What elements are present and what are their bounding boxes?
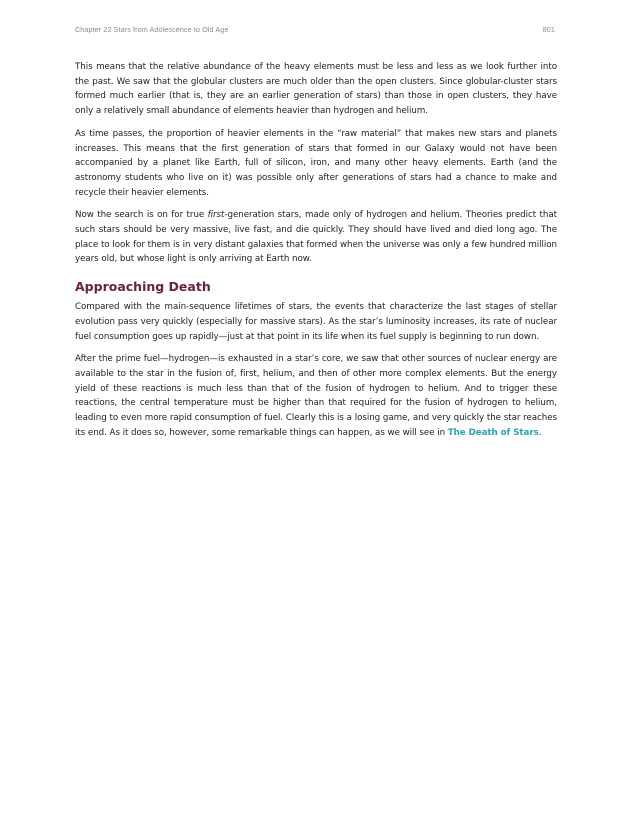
section-heading: Approaching Death (75, 279, 211, 295)
emphasis-first: first (207, 210, 225, 221)
paragraph-last-stages: Compared with the main-sequence lifetimes of stars, the events that characterize the last stages of stellar evolution pass very quickly (especially for massive stars). As the star’s luminosity increases, its rate of nuclear fuel consumption goes up rapidly—just at that point in its life when its fuel supply is beginning to run down. (75, 302, 557, 342)
paragraph-text: After the prime fuel—hydrogen—is exhausted in a star’s core, we saw that other sources of nuclear energy are available to the star in the fusion of, first, helium, and then of other more complex elements. But the energy yield of these reactions is much less than that of the fusion of hydrogen to helium. And to trigger these reactions, the central temperature must be higher than that required for the fusion of hydrogen to helium, leading to even more rapid consumption of fuel. Clearly this is a losing game, and very quickly the star reaches its end. As it does so, however, some remarkable things can happen, as we will see in (75, 354, 557, 438)
paragraph-text: Now the search is on for true (75, 210, 208, 221)
paragraph-raw-material: As time passes, the proportion of heavier elements in the “raw material” that makes new stars and planets increases. This means that the first generation of stars that formed in our Galaxy would not have been accompanied by a planet like Earth, full of silicon, iron, and many other heavy elements. Earth (and the astronomy students who live on it) was possible only after generations of stars had a chance to make and recycle their heavier elements. (75, 128, 557, 198)
paragraph-text: . (538, 427, 542, 438)
paragraph-first-generation (75, 208, 557, 267)
page-number: 801 (542, 25, 555, 34)
paragraph-text: -generation stars, made only of hydrogen and helium. Theories predict that such stars should be very massive, live fast, and die quickly. They should have lived and died long ago. The place to look for them is in very distant galaxies that formed when the universe was only a few hundred million years old, but whose light is only arriving at Earth now. (75, 210, 557, 265)
chapter-title: Chapter 22 Stars from Adolescence to Old Age (75, 25, 229, 34)
page-body (75, 60, 557, 448)
death-of-stars-link[interactable]: The Death of Stars (447, 427, 539, 438)
running-header (75, 25, 555, 37)
paragraph-prime-fuel (75, 352, 557, 440)
paragraph-heavy-elements: This means that the relative abundance of the heavy elements must be less and less as we look further into the past. We saw that the globular clusters are much older than the open clusters. Since globular-cluster stars formed much earlier (that is, they are an earlier generation of stars) than those in open clusters, they have only a relatively small abundance of elements heavier than hydrogen and helium. (75, 62, 557, 117)
